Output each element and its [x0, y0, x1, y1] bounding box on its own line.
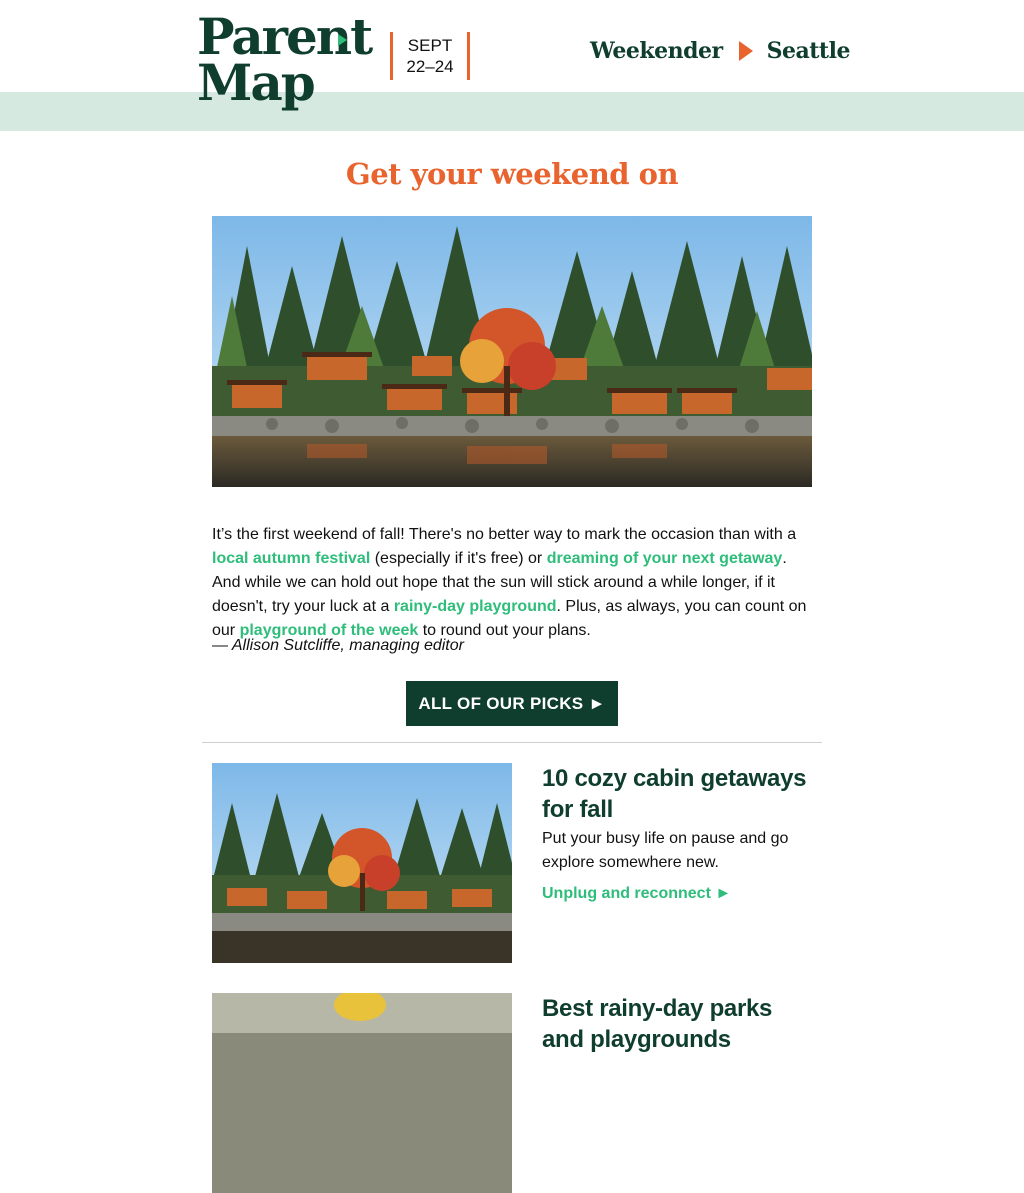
link-local-autumn-festival[interactable]: local autumn festival — [212, 550, 371, 567]
card-body — [542, 993, 817, 1055]
link-dreaming-getaway[interactable]: dreaming of your next getaway — [546, 550, 783, 567]
date-range: 22–24 — [406, 57, 454, 76]
logo-line-2: Map — [197, 53, 314, 112]
header-band — [0, 92, 1024, 131]
intro-text-4: . Plus, as always, you can count on our — [212, 598, 807, 639]
play-arrow-icon — [739, 41, 753, 61]
date-month: SEPT — [407, 36, 453, 55]
card-body — [542, 763, 817, 903]
intro-text-3: . And while we can hold out hope that the sun will stick around a while longer, if it doesn't, try your luck at a — [212, 550, 787, 615]
card-link-unplug[interactable]: Unplug and reconnect ► — [542, 885, 732, 902]
card-title[interactable]: Best rainy-day parks and playgrounds — [542, 995, 773, 1053]
editor-byline: — Allison Sutcliffe, managing editor — [212, 637, 464, 654]
header — [0, 0, 1024, 131]
parentmap-logo[interactable] — [197, 7, 372, 112]
card-title[interactable]: 10 cozy cabin getaways for fall — [542, 765, 807, 823]
rainy-playground-thumbnail-illustration — [212, 993, 512, 1193]
logo-flag-icon — [338, 34, 347, 46]
weekender-label: Weekender — [590, 38, 723, 64]
date-box — [390, 32, 470, 80]
link-rainy-day-playground[interactable]: rainy-day playground — [393, 598, 557, 615]
logo-line-1: Parent — [197, 7, 372, 66]
cabin-thumbnail-illustration — [212, 763, 512, 963]
card-image-cabins[interactable] — [212, 763, 512, 963]
page-headline: Get your weekend on — [345, 157, 679, 191]
intro-paragraph — [212, 523, 812, 643]
newsletter-title — [590, 38, 850, 64]
intro-text-1: It’s the first weekend of fall! There's no better way to mark the occasion than with a — [212, 526, 797, 543]
hero-image-cabins[interactable] — [212, 216, 812, 487]
link-playground-of-the-week[interactable]: playground of the week — [239, 622, 419, 639]
card-image-rainy-playground[interactable] — [212, 993, 512, 1193]
city-label: Seattle — [766, 38, 850, 64]
hero-cabins-illustration — [212, 216, 812, 487]
card-description: Put your busy life on pause and go explore somewhere new. — [542, 830, 789, 871]
all-picks-button[interactable]: ALL OF OUR PICKS ► — [406, 681, 618, 726]
section-divider — [202, 742, 822, 743]
intro-text-2: (especially if it's free) or — [370, 550, 547, 567]
main-content — [202, 131, 822, 1053]
intro-text-5: to round out your plans. — [418, 622, 591, 639]
